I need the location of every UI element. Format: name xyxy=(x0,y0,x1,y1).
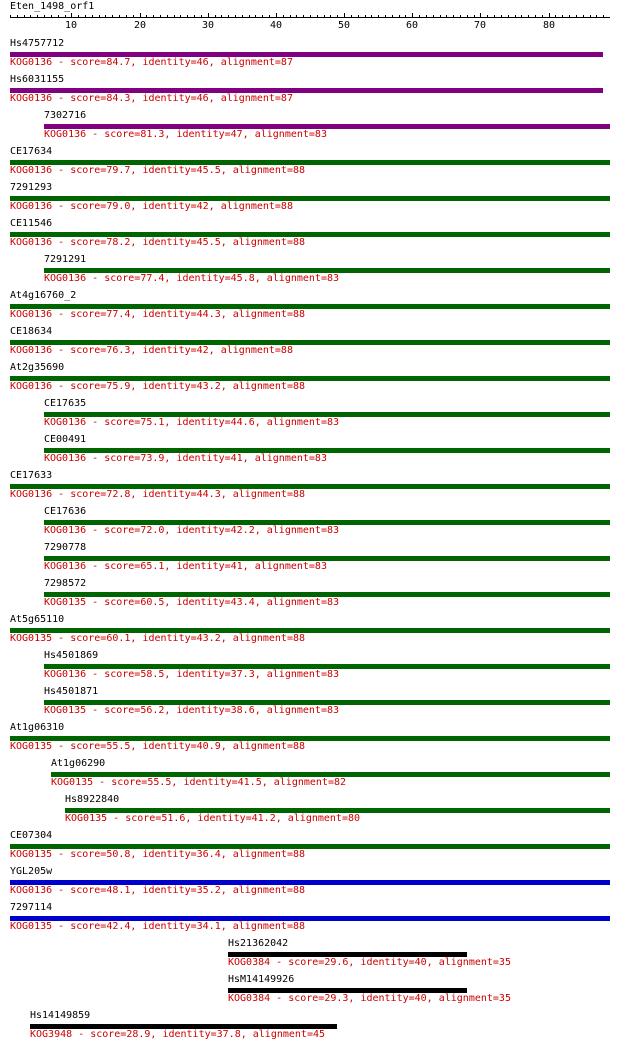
minor-tick xyxy=(446,15,447,18)
minor-tick xyxy=(17,15,18,18)
hit-description: KOG0135 - score=55.5, identity=41.5, alignment=82 xyxy=(51,777,347,788)
hit-description: KOG0384 - score=29.3, identity=40, alignment=35 xyxy=(228,993,511,1004)
hit-description: KOG0135 - score=60.1, identity=43.2, alignment=88 xyxy=(10,633,306,644)
minor-tick xyxy=(249,15,250,18)
hit-description: KOG0136 - score=84.7, identity=46, alignment=87 xyxy=(10,57,293,68)
minor-tick xyxy=(221,15,222,18)
minor-tick xyxy=(119,15,120,18)
minor-tick xyxy=(494,15,495,18)
minor-tick xyxy=(133,15,134,18)
hit-name[interactable]: CE17635 xyxy=(44,398,87,409)
hit-name[interactable]: 7291291 xyxy=(44,254,87,265)
hit-name[interactable]: Hs4501871 xyxy=(44,686,99,697)
hit-description: KOG0135 - score=55.5, identity=40.9, alignment=88 xyxy=(10,741,306,752)
hit-name[interactable]: At1g06310 xyxy=(10,722,65,733)
hit-name[interactable]: 7297114 xyxy=(10,902,53,913)
hit-name[interactable]: CE11546 xyxy=(10,218,53,229)
hit-name[interactable]: CE17634 xyxy=(10,146,53,157)
minor-tick xyxy=(433,15,434,18)
minor-tick xyxy=(569,15,570,18)
hit-name[interactable]: CE00491 xyxy=(44,434,87,445)
hit-name[interactable]: Hs14149859 xyxy=(30,1010,91,1021)
hit-description: KOG0136 - score=58.5, identity=37.3, alignment=83 xyxy=(44,669,340,680)
hit-description: KOG0136 - score=72.8, identity=44.3, alignment=88 xyxy=(10,489,306,500)
hit-name[interactable]: At2g35690 xyxy=(10,362,65,373)
minor-tick xyxy=(521,15,522,18)
query-name: Eten_1498_orf1 xyxy=(10,1,95,12)
tick-label: 80 xyxy=(543,20,556,31)
hit-description: KOG0136 - score=84.3, identity=46, alignment=87 xyxy=(10,93,293,104)
minor-tick xyxy=(303,15,304,18)
hit-description: KOG0136 - score=81.3, identity=47, alignment=83 xyxy=(44,129,327,140)
minor-tick xyxy=(392,15,393,18)
minor-tick xyxy=(515,15,516,18)
minor-tick xyxy=(337,15,338,18)
minor-tick xyxy=(242,15,243,18)
major-tick xyxy=(276,13,277,18)
minor-tick xyxy=(85,15,86,18)
minor-tick xyxy=(501,15,502,18)
tick-label: 50 xyxy=(338,20,351,31)
minor-tick xyxy=(576,15,577,18)
hit-name[interactable]: Hs21362042 xyxy=(228,938,289,949)
hit-description: KOG0135 - score=50.8, identity=36.4, alignment=88 xyxy=(10,849,306,860)
major-tick xyxy=(480,13,481,18)
minor-tick xyxy=(296,15,297,18)
minor-tick xyxy=(474,15,475,18)
hit-name[interactable]: CE17636 xyxy=(44,506,87,517)
minor-tick xyxy=(78,15,79,18)
hit-description: KOG0136 - score=75.1, identity=44.6, alignment=83 xyxy=(44,417,340,428)
minor-tick xyxy=(460,15,461,18)
hit-name[interactable]: CE07304 xyxy=(10,830,53,841)
hit-name[interactable]: Hs4757712 xyxy=(10,38,65,49)
minor-tick xyxy=(405,15,406,18)
hit-name[interactable]: Hs8922840 xyxy=(65,794,120,805)
minor-tick xyxy=(194,15,195,18)
minor-tick xyxy=(365,15,366,18)
minor-tick xyxy=(112,15,113,18)
minor-tick xyxy=(10,15,11,18)
minor-tick xyxy=(30,15,31,18)
minor-tick xyxy=(399,15,400,18)
hit-description: KOG0136 - score=65.1, identity=41, alignment=83 xyxy=(44,561,327,572)
hit-description: KOG0136 - score=77.4, identity=44.3, alignment=88 xyxy=(10,309,306,320)
minor-tick xyxy=(453,15,454,18)
minor-tick xyxy=(467,15,468,18)
minor-tick xyxy=(440,15,441,18)
minor-tick xyxy=(487,15,488,18)
minor-tick xyxy=(99,15,100,18)
hit-name[interactable]: At5g65110 xyxy=(10,614,65,625)
hit-description: KOG0136 - score=72.0, identity=42.2, alignment=83 xyxy=(44,525,340,536)
minor-tick xyxy=(105,15,106,18)
minor-tick xyxy=(180,15,181,18)
minor-tick xyxy=(215,15,216,18)
minor-tick xyxy=(187,15,188,18)
hit-name[interactable]: Hs4501869 xyxy=(44,650,99,661)
minor-tick xyxy=(426,15,427,18)
hit-name[interactable]: At4g16760_2 xyxy=(10,290,77,301)
hit-name[interactable]: 7290778 xyxy=(44,542,87,553)
hit-name[interactable]: Hs6031155 xyxy=(10,74,65,85)
minor-tick xyxy=(235,15,236,18)
major-tick xyxy=(344,13,345,18)
minor-tick xyxy=(51,15,52,18)
hit-description: KOG0135 - score=56.2, identity=38.6, alignment=83 xyxy=(44,705,340,716)
hit-name[interactable]: YGL205w xyxy=(10,866,53,877)
tick-label: 20 xyxy=(134,20,147,31)
minor-tick xyxy=(167,15,168,18)
minor-tick xyxy=(542,15,543,18)
hit-name[interactable]: 7302716 xyxy=(44,110,87,121)
major-tick xyxy=(140,13,141,18)
minor-tick xyxy=(371,15,372,18)
major-tick xyxy=(412,13,413,18)
hit-description: KOG3948 - score=28.9, identity=37.8, alignment=45 xyxy=(30,1029,326,1040)
minor-tick xyxy=(590,15,591,18)
hit-name[interactable]: CE18634 xyxy=(10,326,53,337)
minor-tick xyxy=(269,15,270,18)
minor-tick xyxy=(603,15,604,18)
minor-tick xyxy=(385,15,386,18)
minor-tick xyxy=(262,15,263,18)
minor-tick xyxy=(535,15,536,18)
major-tick xyxy=(208,13,209,18)
minor-tick xyxy=(596,15,597,18)
minor-tick xyxy=(583,15,584,18)
minor-tick xyxy=(201,15,202,18)
tick-label: 40 xyxy=(270,20,283,31)
hit-name[interactable]: 7298572 xyxy=(44,578,87,589)
minor-tick xyxy=(562,15,563,18)
hit-description: KOG0136 - score=78.2, identity=45.5, alignment=88 xyxy=(10,237,306,248)
hit-name[interactable]: HsM14149926 xyxy=(228,974,295,985)
minor-tick xyxy=(290,15,291,18)
tick-label: 10 xyxy=(65,20,78,31)
tick-label: 70 xyxy=(474,20,487,31)
minor-tick xyxy=(153,15,154,18)
hit-description: KOG0384 - score=29.6, identity=40, alignment=35 xyxy=(228,957,511,968)
minor-tick xyxy=(555,15,556,18)
minor-tick xyxy=(317,15,318,18)
hit-name[interactable]: CE17633 xyxy=(10,470,53,481)
hit-description: KOG0136 - score=77.4, identity=45.8, alignment=83 xyxy=(44,273,340,284)
minor-tick xyxy=(126,15,127,18)
minor-tick xyxy=(255,15,256,18)
major-tick xyxy=(549,13,550,18)
minor-tick xyxy=(419,15,420,18)
hit-description: KOG0136 - score=48.1, identity=35.2, alignment=88 xyxy=(10,885,306,896)
major-tick xyxy=(71,13,72,18)
minor-tick xyxy=(92,15,93,18)
minor-tick xyxy=(37,15,38,18)
minor-tick xyxy=(24,15,25,18)
hit-name[interactable]: 7291293 xyxy=(10,182,53,193)
minor-tick xyxy=(508,15,509,18)
tick-label: 60 xyxy=(406,20,419,31)
minor-tick xyxy=(283,15,284,18)
hit-description: KOG0136 - score=75.9, identity=43.2, alignment=88 xyxy=(10,381,306,392)
hit-description: KOG0136 - score=76.3, identity=42, alignment=88 xyxy=(10,345,293,356)
hit-description: KOG0135 - score=51.6, identity=41.2, alignment=80 xyxy=(65,813,361,824)
minor-tick xyxy=(330,15,331,18)
minor-tick xyxy=(528,15,529,18)
hit-description: KOG0136 - score=73.9, identity=41, alignment=83 xyxy=(44,453,327,464)
minor-tick xyxy=(228,15,229,18)
tick-label: 30 xyxy=(202,20,215,31)
minor-tick xyxy=(146,15,147,18)
minor-tick xyxy=(174,15,175,18)
hit-description: KOG0136 - score=79.0, identity=42, alignment=88 xyxy=(10,201,293,212)
hit-description: KOG0136 - score=79.7, identity=45.5, alignment=88 xyxy=(10,165,306,176)
minor-tick xyxy=(358,15,359,18)
minor-tick xyxy=(65,15,66,18)
hit-description: KOG0135 - score=42.4, identity=34.1, alignment=88 xyxy=(10,921,306,932)
hit-description: KOG0135 - score=60.5, identity=43.4, alignment=83 xyxy=(44,597,340,608)
minor-tick xyxy=(160,15,161,18)
minor-tick xyxy=(378,15,379,18)
hit-name[interactable]: At1g06290 xyxy=(51,758,106,769)
minor-tick xyxy=(310,15,311,18)
minor-tick xyxy=(58,15,59,18)
minor-tick xyxy=(44,15,45,18)
minor-tick xyxy=(324,15,325,18)
minor-tick xyxy=(351,15,352,18)
